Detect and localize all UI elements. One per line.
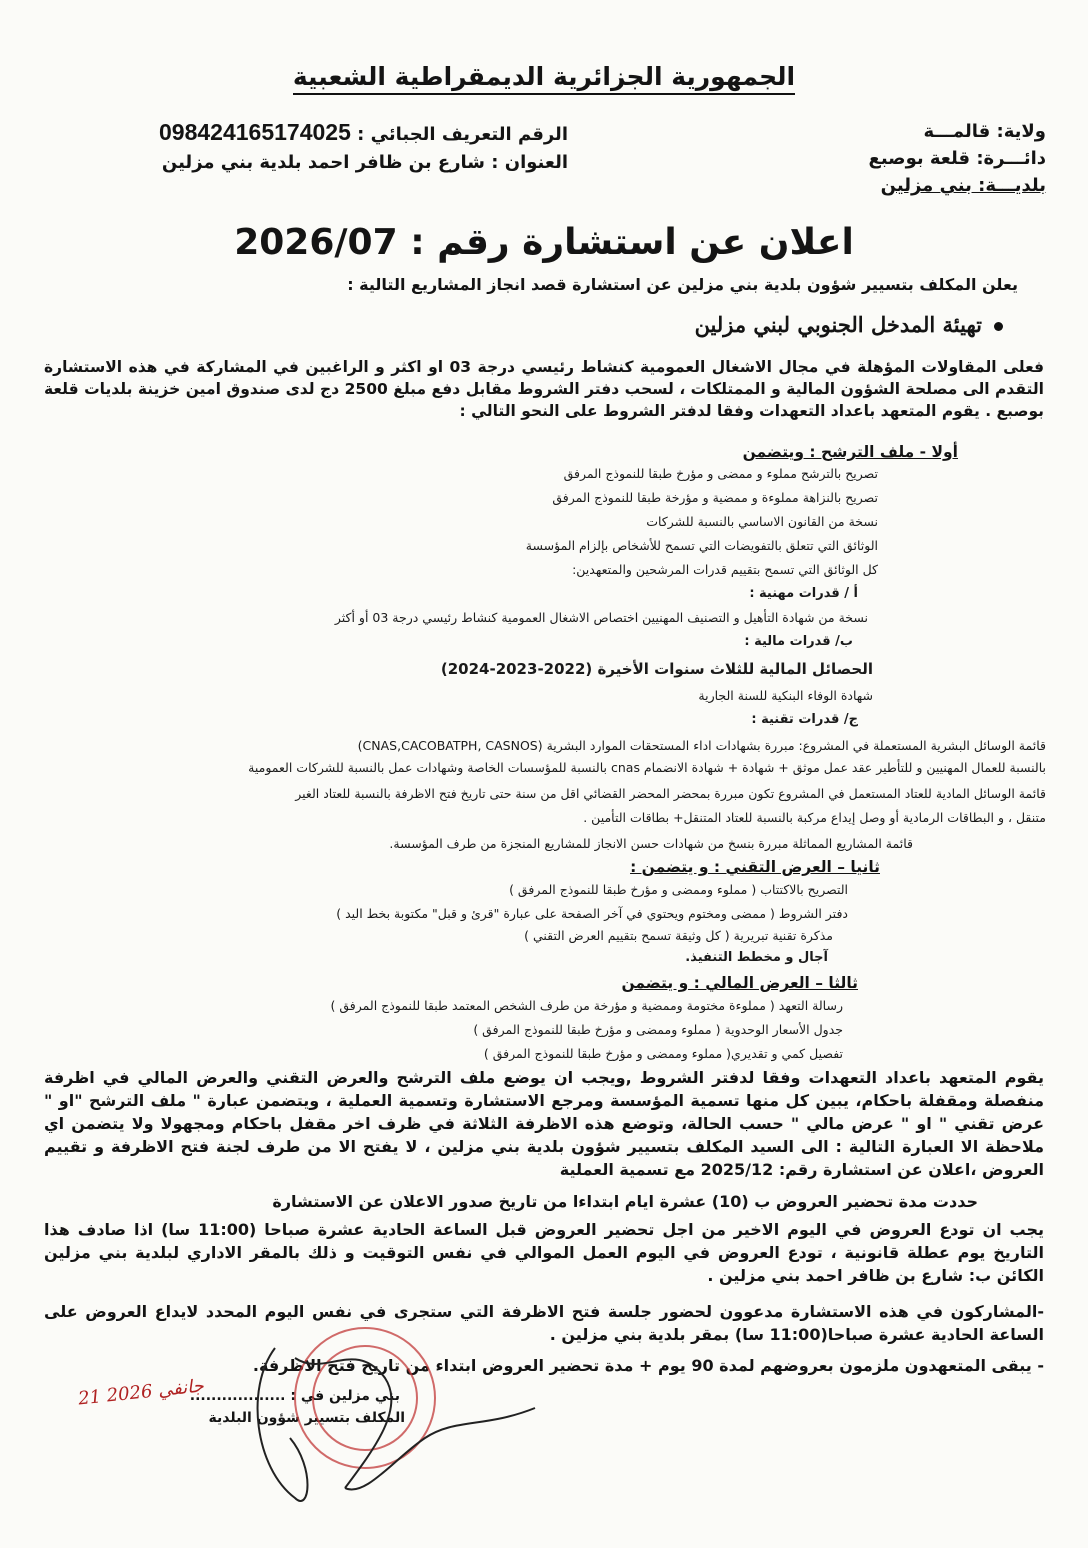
handwritten-date: 21 جانفي 2026 <box>77 1375 205 1410</box>
technical-capacity-title: ج/ قدرات تقنية : <box>751 712 858 727</box>
deposit-paragraph: يجب ان تودع العروض في اليوم الاخير من اجل تحضير العروض قبل الساعة الحادية عشرة صباحا (11:00 سا) اذا صادف هذا التاريخ يوم عطلة قانونية ، تودع العروض في اليوم العمل الموالي في نفس التوقيت و ذلك بالمقر الاداري لبلدية بني مزلين الكائن ب: شارع بن ظافر احمد بني مزلين . <box>44 1220 1044 1285</box>
signature-place: بني مزلين في : .................. <box>189 1388 400 1404</box>
list-item: متنقل ، و البطاقات الرمادية أو وصل إيداع مركبة بالنسبة للعتاد المتنقل+ بطاقات التأمين . <box>583 810 1046 825</box>
list-item: التصريح بالاكتتاب ( مملوء وممضى و مؤرخ طبقا للنموذج المرفق ) <box>509 882 848 897</box>
list-item: الوثائق التي تتعلق بالتفويضات التي تسمح للأشخاص بإلزام المؤسسة <box>525 538 878 553</box>
project-name: تهيئة المدخل الجنوبي لبني مزلين <box>303 312 1003 337</box>
wilaya-line: ولاية: قالمـــة <box>923 121 1046 142</box>
republic-heading: الجمهورية الجزائرية الديمقراطية الشعبية <box>0 62 1088 91</box>
list-item: جدول الأسعار الوحدوية ( مملوء وممضى و مؤرخ طبقا للنموذج المرفق ) <box>473 1022 843 1037</box>
nif-value: 098424165174025 <box>159 119 351 145</box>
list-item: نسخة من القانون الاساسي بالنسبة للشركات <box>646 514 878 529</box>
daira-line: دائـــرة: قلعة بوصبع <box>868 148 1046 169</box>
sealing-paragraph: يقوم المتعهد باعداد التعهدات وفقا لدفتر الشروط ,ويجب ان يوضع ملف الترشح والعرض التقني والعرض المالي في اظرفة منفصلة ومقفلة باحكام، يبين كل منها تسمية المؤسسة ومرجع الاستشارة وتسمية العملية ، ويتضمن عبارة " ملف الترشح "او " عرض تقني " او " عرض مالي " حسب الحالة، وتوضع هذه الاظرفة الثلاثة في ظرف اخر مقفل باحكام ومجهولا ولا يتضمن اي ملاحظة الا العبارة التالية : الى السيد المكلف بتسيير شؤون بلدية بني مزلين ، لا يفتح الا من طرف لجنة فتح الاظرفة و تقييم العروض ،اعلان عن استشارة رقم: 2025/12 مع تسمية العملية <box>44 1068 1044 1179</box>
list-item: الحصائل المالية للثلاث سنوات الأخيرة (2022-2023-2024) <box>440 660 873 678</box>
list-item: كل الوثائق التي تسمح بتقييم قدرات المرشحين والمتعهدين: <box>572 562 878 577</box>
list-item: شهادة الوفاء البنكية للسنة الجارية <box>698 688 873 703</box>
section2-title: ثانيا – العرض التقني : و يتضمن : <box>630 858 880 876</box>
address-line: العنوان : شارع بن ظافر احمد بلدية بني مزلين <box>161 152 568 173</box>
eligibility-paragraph: فعلى المقاولات المؤهلة في مجال الاشغال العمومية كنشاط رئيسي درجة 03 او اكثر و الراغبين في المشاركة في هذه الاستشارة التقدم الى مصلحة الشؤون المالية و الممتلكات ، لسحب دفتر الشروط مقابل دفع مبلغ 2500 دج لدى صندوق امين خزينة بلديات قلعة بوصبع . يقوم المتعهد باعداد التعهدات وفقا لدفتر الشروط على النحو التالي : <box>44 358 1045 420</box>
section3-title: ثالثا – العرض المالي : و يتضمن <box>621 974 858 992</box>
list-item: قائمة المشاريع المماثلة مبررة بنسخ من شهادات حسن الانجاز للمشاريع المنجزة من طرف المؤسسة. <box>389 836 913 851</box>
identity-block <box>38 118 568 177</box>
admin-block <box>746 118 1046 199</box>
official-stamp-signature <box>235 1318 565 1518</box>
list-item: رسالة التعهد ( مملوءة مختومة وممضية و مؤرخة من طرف الشخص المعتمد طبقا للنموذج المرفق ) <box>330 998 843 1013</box>
list-item: بالنسبة للعمال المهنيين و للتأطير عقد عمل موثق + شهادة + شهادة الانضمام cnas بالنسبة للمؤسسات الخاصة وشهادات عمل بالنسبة للشركات العمومية <box>248 760 1046 775</box>
list-item: قائمة الوسائل المادية للعتاد المستعمل في المشروع تكون مبررة بمحضر المحضر القضائي اقل من سنة حتى تاريخ فتح الاظرفة بالنسبة للعتاد الغير <box>295 786 1046 801</box>
opening-session-paragraph: -المشاركون في هذه الاستشارة مدعوون لحضور جلسة فتح الاظرفة التي ستجرى في نفس اليوم المحدد لايداع العروض على الساعة الحادية عشرة صباحا(11:00 سا) بمقر بلدية بني مزلين . <box>44 1302 1044 1344</box>
deadline-paragraph: حددت مدة تحضير العروض ب (10) عشرة ايام ابتداءا من تاريخ صدور الاعلان عن الاستشارة <box>272 1192 978 1211</box>
nif-label: الرقم التعريف الجبائي : <box>357 124 568 145</box>
section1-title: أولا - ملف الترشح : ويتضمن <box>742 443 958 461</box>
list-item: تصريح بالترشح مملوء و ممضى و مؤرخ طبقا للنموذج المرفق <box>563 466 878 481</box>
list-item: دفتر الشروط ( ممضى ومختوم ويحتوي في آخر الصفحة على عبارة "قرئ و قبل" مكتوبة بخط اليد ) <box>336 906 848 921</box>
list-item: تفصيل كمي و تقديري( مملوء وممضى و مؤرخ طبقا للنموذج المرفق ) <box>483 1046 843 1061</box>
signature-title: المكلف بتسيير شؤون البلدية <box>208 1410 405 1426</box>
intro-text: يعلن المكلف بتسيير شؤون بلدية بني مزلين عن استشارة قصد انجاز المشاريع التالية : <box>347 275 1018 294</box>
financial-capacity-title: ب/ قدرات مالية : <box>744 634 853 649</box>
professional-capacity-title: أ / قدرات مهنية : <box>749 586 858 601</box>
baladia-line: بلديـــة: بني مزلين <box>880 175 1046 196</box>
list-item: تصريح بالنزاهة مملوءة و ممضية و مؤرخة طبقا للنموذج المرفق <box>552 490 878 505</box>
bullet-icon <box>994 322 1003 331</box>
list-item: قائمة الوسائل البشرية المستعملة في المشروع: مبررة بشهادات اداء المستحقات الموارد البشرية (CNAS,CACOBATPH, CASNOS) <box>357 738 1046 753</box>
list-item: مذكرة تقنية تبريرية ( كل وثيقة تسمح بتقييم العرض التقني ) <box>524 928 833 943</box>
announcement-title: اعلان عن استشارة رقم : 2026/07 <box>234 222 854 263</box>
validity-paragraph: - يبقى المتعهدون ملزمون بعروضهم لمدة 90 يوم + مدة تحضير العروض ابتداء من تاريخ فتح الاظرفة. <box>252 1356 1044 1375</box>
list-item: نسخة من شهادة التأهيل و التصنيف المهنيين اختصاص الاشغال العمومية كنشاط رئيسي درجة 03 أو أكثر <box>334 610 868 625</box>
list-item: آجال و مخطط التنفيذ. <box>685 950 828 965</box>
nif-line <box>38 118 568 149</box>
